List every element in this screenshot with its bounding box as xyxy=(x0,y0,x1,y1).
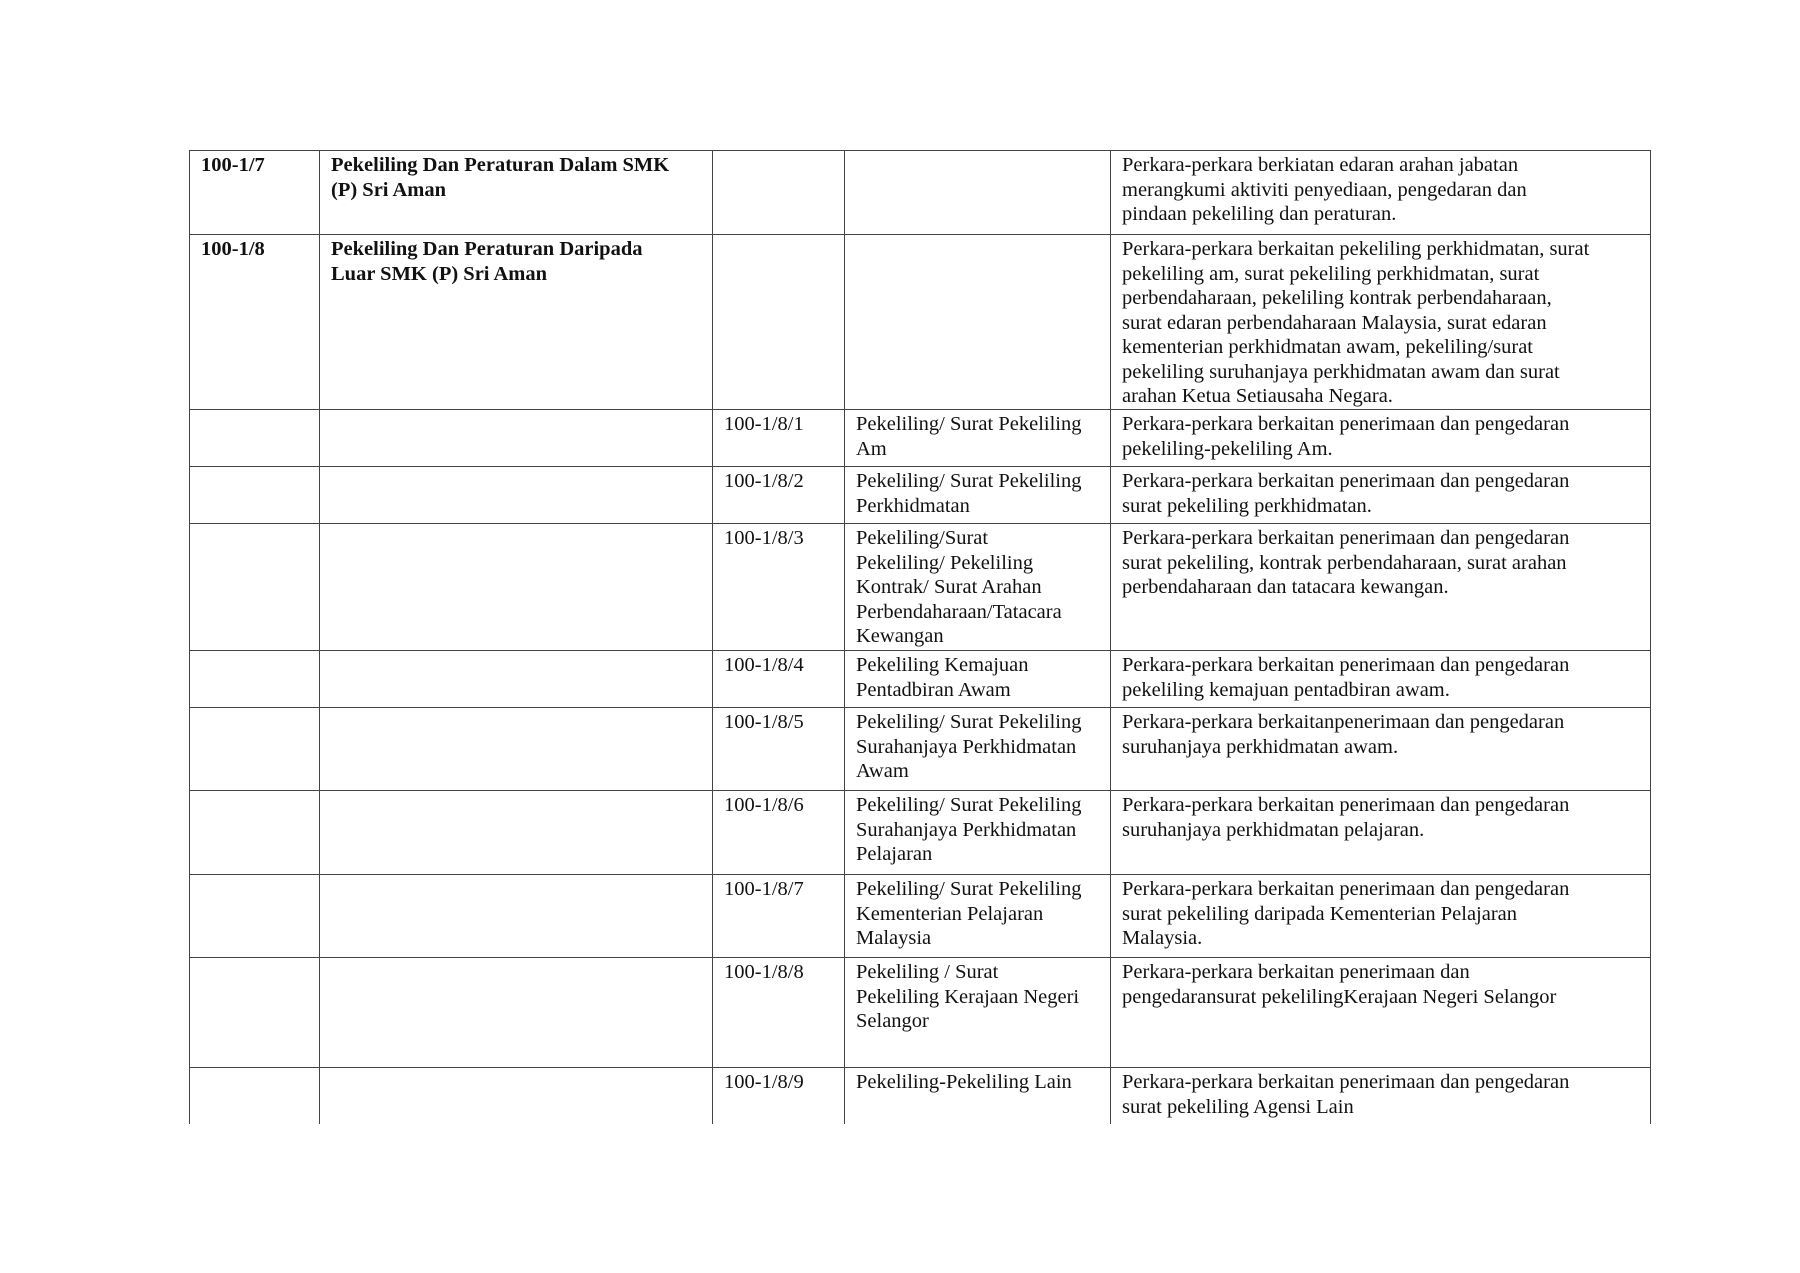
description-line: Perkara-perkara berkaitan penerimaan dan pengedaran xyxy=(1122,1071,1570,1093)
description-line: merangkumi aktiviti penyediaan, pengedaran dan xyxy=(1122,178,1527,201)
subfile-code-cell xyxy=(713,151,845,235)
description-cell xyxy=(1111,524,1651,651)
table-row xyxy=(190,651,1651,708)
description-line: Perkara-perkara berkaitan penerimaan dan pengedaran xyxy=(1122,794,1570,816)
file-title-cell xyxy=(320,151,713,235)
subfile-title-line: Pentadbiran Awam xyxy=(856,678,1011,701)
description-cell xyxy=(1111,958,1651,1068)
file-title-line: Luar SMK (P) Sri Aman xyxy=(331,262,548,285)
subfile-title-line: Pekeliling/ Pekeliling xyxy=(856,551,1034,574)
subfile-code-cell xyxy=(713,708,845,791)
file-classification-table xyxy=(189,150,1651,1124)
subfile-code-line: 100-1/8/6 xyxy=(724,794,804,816)
subfile-title-cell xyxy=(845,875,1111,958)
description-cell xyxy=(1111,708,1651,791)
subfile-title-cell xyxy=(845,958,1111,1068)
subfile-title-line: Pekeliling Kemajuan xyxy=(856,654,1029,676)
file-title-cell xyxy=(320,467,713,524)
table-row xyxy=(190,235,1651,410)
subfile-code-line: 100-1/8/7 xyxy=(724,878,804,900)
subfile-title-line: Perkhidmatan xyxy=(856,494,970,517)
file-code-cell xyxy=(190,467,320,524)
description-cell xyxy=(1111,151,1651,235)
subfile-code-line: 100-1/8/8 xyxy=(724,961,804,983)
description-cell xyxy=(1111,1068,1651,1125)
file-code-line: 100-1/7 xyxy=(201,154,265,176)
subfile-code-cell xyxy=(713,467,845,524)
subfile-code-line: 100-1/8/1 xyxy=(724,413,804,435)
description-line: suruhanjaya perkhidmatan awam. xyxy=(1122,735,1399,758)
description-line: surat pekeliling daripada Kementerian Pelajaran xyxy=(1122,902,1518,925)
subfile-title-line: Pekeliling/ Surat Pekeliling xyxy=(856,413,1082,435)
file-code-cell xyxy=(190,151,320,235)
description-line: Perkara-perkara berkaitan penerimaan dan pengedaran xyxy=(1122,470,1570,492)
table-row xyxy=(190,410,1651,467)
file-code-cell xyxy=(190,524,320,651)
subfile-title-cell xyxy=(845,467,1111,524)
subfile-title-line: Malaysia xyxy=(856,927,932,949)
file-title-line: (P) Sri Aman xyxy=(331,178,447,201)
file-code-cell xyxy=(190,1068,320,1125)
subfile-code-cell xyxy=(713,1068,845,1125)
description-line: surat pekeliling Agensi Lain xyxy=(1122,1095,1354,1118)
table-row xyxy=(190,958,1651,1068)
description-line: surat edaran perbendaharaan Malaysia, surat edaran xyxy=(1122,311,1547,334)
file-title-cell xyxy=(320,524,713,651)
subfile-title-line: Kementerian Pelajaran xyxy=(856,902,1044,925)
description-line: perbendaharaan, pekeliling kontrak perbendaharaan, xyxy=(1122,287,1552,309)
subfile-title-line: Pekeliling/ Surat Pekeliling xyxy=(856,711,1082,733)
table-row xyxy=(190,1068,1651,1125)
subfile-title-cell xyxy=(845,1068,1111,1125)
description-line: suruhanjaya perkhidmatan pelajaran. xyxy=(1122,818,1425,841)
subfile-title-line: Selangor xyxy=(856,1010,929,1032)
description-line: pekeliling kemajuan pentadbiran awam. xyxy=(1122,678,1450,701)
file-title-cell xyxy=(320,791,713,875)
subfile-title-cell xyxy=(845,410,1111,467)
subfile-code-cell xyxy=(713,235,845,410)
subfile-title-line: Kontrak/ Surat Arahan xyxy=(856,576,1042,598)
file-code-cell xyxy=(190,875,320,958)
subfile-code-cell xyxy=(713,410,845,467)
subfile-title-cell xyxy=(845,651,1111,708)
subfile-code-cell xyxy=(713,875,845,958)
description-cell xyxy=(1111,410,1651,467)
file-code-cell xyxy=(190,410,320,467)
file-title-cell xyxy=(320,958,713,1068)
subfile-title-line: Kewangan xyxy=(856,625,944,647)
table-row xyxy=(190,791,1651,875)
subfile-title-line: Surahanjaya Perkhidmatan xyxy=(856,735,1077,758)
file-title-cell xyxy=(320,651,713,708)
description-line: arahan Ketua Setiausaha Negara. xyxy=(1122,385,1393,407)
subfile-title-cell xyxy=(845,151,1111,235)
description-line: surat pekeliling, kontrak perbendaharaan, surat arahan xyxy=(1122,551,1567,574)
file-title-cell xyxy=(320,235,713,410)
description-cell xyxy=(1111,467,1651,524)
description-line: Perkara-perkara berkaitan penerimaan dan pengedaran xyxy=(1122,654,1570,676)
subfile-title-line: Pekeliling / Surat xyxy=(856,961,999,983)
file-title-cell xyxy=(320,875,713,958)
subfile-code-line: 100-1/8/3 xyxy=(724,527,804,549)
description-line: Perkara-perkara berkaitan penerimaan dan pengedaran xyxy=(1122,527,1570,549)
description-line: pengedaransurat pekelilingKerajaan Negeri Selangor xyxy=(1122,985,1557,1008)
description-line: Perkara-perkara berkaitan penerimaan dan xyxy=(1122,961,1470,983)
subfile-code-line: 100-1/8/4 xyxy=(724,654,804,676)
description-cell xyxy=(1111,651,1651,708)
subfile-title-line: Am xyxy=(856,437,887,460)
file-code-cell xyxy=(190,708,320,791)
description-line: perbendaharaan dan tatacara kewangan. xyxy=(1122,576,1449,598)
description-line: pekeliling-pekeliling Am. xyxy=(1122,437,1333,460)
description-cell xyxy=(1111,875,1651,958)
subfile-code-cell xyxy=(713,651,845,708)
file-code-cell xyxy=(190,235,320,410)
subfile-code-cell xyxy=(713,958,845,1068)
subfile-title-line: Pekeliling/Surat xyxy=(856,527,989,549)
file-title-cell xyxy=(320,410,713,467)
file-code-cell xyxy=(190,651,320,708)
description-line: Perkara-perkara berkaitanpenerimaan dan pengedaran xyxy=(1122,711,1565,733)
table-row xyxy=(190,524,1651,651)
subfile-title-cell xyxy=(845,708,1111,791)
description-line: Perkara-perkara berkiatan edaran arahan jabatan xyxy=(1122,154,1519,176)
subfile-code-line: 100-1/8/5 xyxy=(724,711,804,733)
subfile-title-cell xyxy=(845,791,1111,875)
table-row xyxy=(190,708,1651,791)
file-code-line: 100-1/8 xyxy=(201,238,265,260)
table-row xyxy=(190,151,1651,235)
description-line: Perkara-perkara berkaitan penerimaan dan pengedaran xyxy=(1122,413,1570,435)
subfile-code-line: 100-1/8/2 xyxy=(724,470,804,492)
file-code-cell xyxy=(190,791,320,875)
subfile-title-cell xyxy=(845,524,1111,651)
subfile-code-cell xyxy=(713,524,845,651)
subfile-title-line: Pekeliling/ Surat Pekeliling xyxy=(856,878,1082,900)
subfile-title-line: Awam xyxy=(856,760,909,782)
file-title-line: Pekeliling Dan Peraturan Dalam SMK xyxy=(331,154,670,176)
description-line: Perkara-perkara berkaitan penerimaan dan pengedaran xyxy=(1122,878,1570,900)
description-line: pekeliling am, surat pekeliling perkhidmatan, surat xyxy=(1122,262,1540,285)
subfile-title-line: Pekeliling/ Surat Pekeliling xyxy=(856,794,1082,816)
description-cell xyxy=(1111,235,1651,410)
description-line: Malaysia. xyxy=(1122,927,1203,949)
table-row xyxy=(190,467,1651,524)
file-title-line: Pekeliling Dan Peraturan Daripada xyxy=(331,238,643,260)
file-title-cell xyxy=(320,708,713,791)
subfile-title-line: Pekeliling Kerajaan Negeri xyxy=(856,985,1080,1008)
table-row xyxy=(190,875,1651,958)
description-line: Perkara-perkara berkaitan pekeliling perkhidmatan, surat xyxy=(1122,238,1590,260)
subfile-code-line: 100-1/8/9 xyxy=(724,1071,804,1093)
file-code-cell xyxy=(190,958,320,1068)
subfile-title-line: Surahanjaya Perkhidmatan xyxy=(856,818,1077,841)
subfile-code-cell xyxy=(713,791,845,875)
description-line: kementerian perkhidmatan awam, pekeliling/surat xyxy=(1122,336,1533,358)
subfile-title-line: Pelajaran xyxy=(856,843,933,865)
description-cell xyxy=(1111,791,1651,875)
file-title-cell xyxy=(320,1068,713,1125)
subfile-title-line: Perbendaharaan/Tatacara xyxy=(856,600,1062,623)
subfile-title-line: Pekeliling/ Surat Pekeliling xyxy=(856,470,1082,492)
subfile-title-cell xyxy=(845,235,1111,410)
description-line: pindaan pekeliling dan peraturan. xyxy=(1122,203,1397,225)
subfile-title-line: Pekeliling-Pekeliling Lain xyxy=(856,1071,1072,1093)
description-line: surat pekeliling perkhidmatan. xyxy=(1122,494,1372,517)
description-line: pekeliling suruhanjaya perkhidmatan awam dan surat xyxy=(1122,360,1560,383)
